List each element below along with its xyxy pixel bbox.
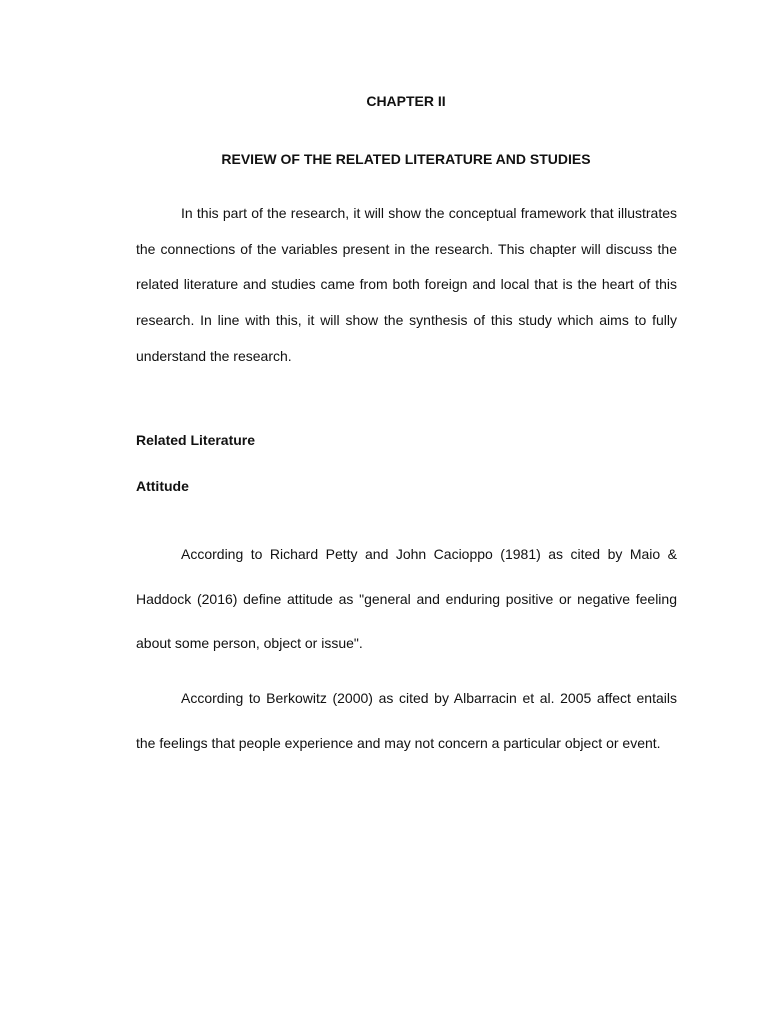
intro-paragraph: In this part of the research, it will show the conceptual framework that illustrates the connections of the variables present in the research. This chapter will discuss the related literature and studies came from both foreign and local that is the heart of this research. In line with this, it will show the synthesis of this study which aims to fully understand the research. — [136, 205, 677, 364]
attitude-heading: Attitude — [136, 478, 189, 494]
attitude-paragraph-2: According to Berkowitz (2000) as cited by Albarracin et al. 2005 affect entails the feelings that people experience and may not concern a particular object or event. — [136, 690, 677, 751]
attitude-paragraph-1: According to Richard Petty and John Cacioppo (1981) as cited by Maio & Haddock (2016) define attitude as "general and enduring positive or negative feeling about some person, object or issue". — [136, 546, 677, 652]
chapter-title: REVIEW OF THE RELATED LITERATURE AND STUDIES — [221, 151, 591, 167]
related-literature-heading: Related Literature — [136, 432, 256, 448]
chapter-heading: CHAPTER II — [366, 93, 446, 109]
